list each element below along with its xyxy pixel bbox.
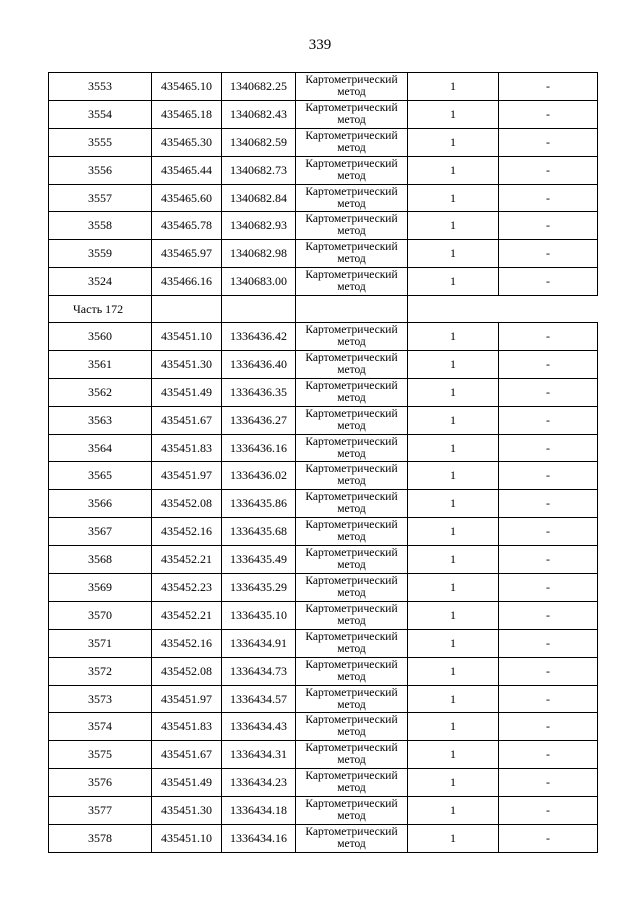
x-coordinate-cell: 435451.10 xyxy=(152,323,222,351)
note-cell: - xyxy=(499,100,598,128)
coordinates-table-body xyxy=(49,73,598,853)
note-cell: - xyxy=(499,212,598,240)
note-cell: - xyxy=(499,240,598,268)
table-row xyxy=(49,462,598,490)
x-coordinate-cell: 435451.83 xyxy=(152,713,222,741)
y-coordinate-cell: 1336436.16 xyxy=(222,434,296,462)
method-cell: Картометрический метод xyxy=(296,713,408,741)
point-number-cell: 3563 xyxy=(49,406,152,434)
point-number-cell: 3569 xyxy=(49,574,152,602)
x-coordinate-cell: 435451.10 xyxy=(152,825,222,853)
x-coordinate-cell: 435451.97 xyxy=(152,462,222,490)
note-cell: - xyxy=(499,574,598,602)
note-cell: - xyxy=(499,629,598,657)
y-coordinate-cell: 1340682.93 xyxy=(222,212,296,240)
method-cell: Картометрический метод xyxy=(296,212,408,240)
coordinates-table xyxy=(48,72,598,853)
y-coordinate-cell: 1336434.91 xyxy=(222,629,296,657)
note-cell: - xyxy=(499,350,598,378)
accuracy-cell: 1 xyxy=(408,240,499,268)
x-coordinate-cell: 435465.60 xyxy=(152,184,222,212)
accuracy-cell: 1 xyxy=(408,741,499,769)
table-row xyxy=(49,546,598,574)
x-coordinate-cell: 435451.49 xyxy=(152,769,222,797)
point-number-cell: 3571 xyxy=(49,629,152,657)
x-coordinate-cell: 435452.21 xyxy=(152,546,222,574)
table-row xyxy=(49,518,598,546)
table-row xyxy=(49,490,598,518)
x-coordinate-cell: 435465.44 xyxy=(152,156,222,184)
y-coordinate-cell: 1340683.00 xyxy=(222,268,296,296)
point-number-cell: 3554 xyxy=(49,100,152,128)
accuracy-cell: 1 xyxy=(408,574,499,602)
x-coordinate-cell: 435451.67 xyxy=(152,406,222,434)
method-cell: Картометрический метод xyxy=(296,128,408,156)
method-cell: Картометрический метод xyxy=(296,378,408,406)
method-cell: Картометрический метод xyxy=(296,323,408,351)
y-coordinate-cell: 1336436.35 xyxy=(222,378,296,406)
accuracy-cell: 1 xyxy=(408,156,499,184)
method-cell: Картометрический метод xyxy=(296,546,408,574)
note-cell: - xyxy=(499,797,598,825)
y-coordinate-cell: 1336434.73 xyxy=(222,657,296,685)
table-row xyxy=(49,825,598,853)
accuracy-cell: 1 xyxy=(408,518,499,546)
point-number-cell: 3556 xyxy=(49,156,152,184)
method-cell: Картометрический метод xyxy=(296,350,408,378)
table-row xyxy=(49,601,598,629)
x-coordinate-cell: 435452.23 xyxy=(152,574,222,602)
x-coordinate-cell: 435452.16 xyxy=(152,518,222,546)
method-cell: Картометрический метод xyxy=(296,434,408,462)
x-coordinate-cell: 435452.08 xyxy=(152,490,222,518)
accuracy-cell: 1 xyxy=(408,490,499,518)
x-coordinate-cell: 435465.10 xyxy=(152,73,222,101)
point-number-cell: 3578 xyxy=(49,825,152,853)
accuracy-cell: 1 xyxy=(408,268,499,296)
y-coordinate-cell: 1336436.40 xyxy=(222,350,296,378)
accuracy-cell: 1 xyxy=(408,184,499,212)
accuracy-cell: 1 xyxy=(408,629,499,657)
accuracy-cell: 1 xyxy=(408,406,499,434)
method-cell: Картометрический метод xyxy=(296,462,408,490)
note-cell: - xyxy=(499,769,598,797)
accuracy-cell: 1 xyxy=(408,378,499,406)
point-number-cell: 3570 xyxy=(49,601,152,629)
x-coordinate-cell: 435452.08 xyxy=(152,657,222,685)
table-row xyxy=(49,323,598,351)
accuracy-cell: 1 xyxy=(408,100,499,128)
note-cell: - xyxy=(499,323,598,351)
method-cell: Картометрический метод xyxy=(296,825,408,853)
point-number-cell: 3560 xyxy=(49,323,152,351)
table-row xyxy=(49,156,598,184)
y-coordinate-cell: 1340682.98 xyxy=(222,240,296,268)
accuracy-cell: 1 xyxy=(408,797,499,825)
accuracy-cell: 1 xyxy=(408,601,499,629)
note-cell: - xyxy=(499,685,598,713)
point-number-cell: 3562 xyxy=(49,378,152,406)
method-cell: Картометрический метод xyxy=(296,574,408,602)
accuracy-cell: 1 xyxy=(408,434,499,462)
x-coordinate-cell: 435451.49 xyxy=(152,378,222,406)
note-cell: - xyxy=(499,490,598,518)
point-number-cell: 3564 xyxy=(49,434,152,462)
point-number-cell: 3566 xyxy=(49,490,152,518)
y-coordinate-cell: 1336435.29 xyxy=(222,574,296,602)
table-row xyxy=(49,657,598,685)
x-coordinate-cell: 435466.16 xyxy=(152,268,222,296)
point-number-cell: 3565 xyxy=(49,462,152,490)
accuracy-cell: 1 xyxy=(408,73,499,101)
point-number-cell: 3553 xyxy=(49,73,152,101)
method-cell: Картометрический метод xyxy=(296,601,408,629)
y-coordinate-cell: 1336436.02 xyxy=(222,462,296,490)
note-cell: - xyxy=(499,741,598,769)
method-cell: Картометрический метод xyxy=(296,240,408,268)
accuracy-cell: 1 xyxy=(408,323,499,351)
point-number-cell: 3573 xyxy=(49,685,152,713)
note-cell: - xyxy=(499,184,598,212)
note-cell: - xyxy=(499,434,598,462)
method-cell: Картометрический метод xyxy=(296,741,408,769)
table-row xyxy=(49,685,598,713)
note-cell: - xyxy=(499,601,598,629)
method-cell: Картометрический метод xyxy=(296,518,408,546)
table-row xyxy=(49,713,598,741)
method-cell: Картометрический метод xyxy=(296,769,408,797)
table-row xyxy=(49,100,598,128)
table-row xyxy=(49,378,598,406)
note-cell: - xyxy=(499,546,598,574)
accuracy-cell: 1 xyxy=(408,350,499,378)
method-cell: Картометрический метод xyxy=(296,629,408,657)
y-coordinate-cell: 1336435.86 xyxy=(222,490,296,518)
accuracy-cell: 1 xyxy=(408,825,499,853)
note-cell: - xyxy=(499,825,598,853)
table-row xyxy=(49,406,598,434)
method-cell: Картометрический метод xyxy=(296,184,408,212)
x-coordinate-cell: 435452.21 xyxy=(152,601,222,629)
note-cell: - xyxy=(499,128,598,156)
x-coordinate-cell: 435465.97 xyxy=(152,240,222,268)
table-row xyxy=(49,268,598,296)
point-number-cell: 3561 xyxy=(49,350,152,378)
y-coordinate-cell: 1336434.18 xyxy=(222,797,296,825)
x-coordinate-cell: 435465.78 xyxy=(152,212,222,240)
note-cell: - xyxy=(499,713,598,741)
empty-cell xyxy=(152,296,222,323)
accuracy-cell: 1 xyxy=(408,657,499,685)
y-coordinate-cell: 1336436.42 xyxy=(222,323,296,351)
y-coordinate-cell: 1336436.27 xyxy=(222,406,296,434)
y-coordinate-cell: 1336435.10 xyxy=(222,601,296,629)
y-coordinate-cell: 1340682.73 xyxy=(222,156,296,184)
point-number-cell: 3567 xyxy=(49,518,152,546)
table-row xyxy=(49,741,598,769)
table-row xyxy=(49,797,598,825)
point-number-cell: 3575 xyxy=(49,741,152,769)
note-cell: - xyxy=(499,73,598,101)
x-coordinate-cell: 435451.30 xyxy=(152,797,222,825)
note-cell: - xyxy=(499,156,598,184)
accuracy-cell: 1 xyxy=(408,212,499,240)
table-row xyxy=(49,212,598,240)
empty-cell xyxy=(296,296,408,323)
note-cell: - xyxy=(499,657,598,685)
accuracy-cell: 1 xyxy=(408,685,499,713)
note-cell: - xyxy=(499,378,598,406)
y-coordinate-cell: 1336434.31 xyxy=(222,741,296,769)
x-coordinate-cell: 435451.97 xyxy=(152,685,222,713)
point-number-cell: 3558 xyxy=(49,212,152,240)
accuracy-cell: 1 xyxy=(408,128,499,156)
y-coordinate-cell: 1340682.59 xyxy=(222,128,296,156)
table-row xyxy=(49,240,598,268)
y-coordinate-cell: 1336434.57 xyxy=(222,685,296,713)
point-number-cell: 3574 xyxy=(49,713,152,741)
accuracy-cell: 1 xyxy=(408,713,499,741)
method-cell: Картометрический метод xyxy=(296,268,408,296)
point-number-cell: 3568 xyxy=(49,546,152,574)
y-coordinate-cell: 1336435.49 xyxy=(222,546,296,574)
point-number-cell: 3555 xyxy=(49,128,152,156)
point-number-cell: 3524 xyxy=(49,268,152,296)
table-row xyxy=(49,128,598,156)
table-row xyxy=(49,73,598,101)
y-coordinate-cell: 1336435.68 xyxy=(222,518,296,546)
x-coordinate-cell: 435465.30 xyxy=(152,128,222,156)
x-coordinate-cell: 435451.30 xyxy=(152,350,222,378)
method-cell: Картометрический метод xyxy=(296,797,408,825)
method-cell: Картометрический метод xyxy=(296,100,408,128)
method-cell: Картометрический метод xyxy=(296,156,408,184)
note-cell: - xyxy=(499,462,598,490)
empty-cell xyxy=(222,296,296,323)
y-coordinate-cell: 1336434.23 xyxy=(222,769,296,797)
part-header-row xyxy=(49,296,598,323)
point-number-cell: 3557 xyxy=(49,184,152,212)
accuracy-cell: 1 xyxy=(408,769,499,797)
method-cell: Картометрический метод xyxy=(296,490,408,518)
table-row xyxy=(49,769,598,797)
table-row xyxy=(49,184,598,212)
method-cell: Картометрический метод xyxy=(296,406,408,434)
y-coordinate-cell: 1336434.16 xyxy=(222,825,296,853)
method-cell: Картометрический метод xyxy=(296,657,408,685)
y-coordinate-cell: 1336434.43 xyxy=(222,713,296,741)
accuracy-cell: 1 xyxy=(408,546,499,574)
accuracy-cell: 1 xyxy=(408,462,499,490)
table-row xyxy=(49,350,598,378)
point-number-cell: 3576 xyxy=(49,769,152,797)
x-coordinate-cell: 435452.16 xyxy=(152,629,222,657)
table-row xyxy=(49,434,598,462)
table-row xyxy=(49,629,598,657)
page-number: 339 xyxy=(308,37,332,53)
point-number-cell: 3572 xyxy=(49,657,152,685)
x-coordinate-cell: 435451.67 xyxy=(152,741,222,769)
method-cell: Картометрический метод xyxy=(296,685,408,713)
note-cell: - xyxy=(499,518,598,546)
x-coordinate-cell: 435451.83 xyxy=(152,434,222,462)
y-coordinate-cell: 1340682.25 xyxy=(222,73,296,101)
y-coordinate-cell: 1340682.84 xyxy=(222,184,296,212)
x-coordinate-cell: 435465.18 xyxy=(152,100,222,128)
part-label: Часть 172 xyxy=(49,296,152,323)
point-number-cell: 3559 xyxy=(49,240,152,268)
method-cell: Картометрический метод xyxy=(296,73,408,101)
y-coordinate-cell: 1340682.43 xyxy=(222,100,296,128)
table-row xyxy=(49,574,598,602)
point-number-cell: 3577 xyxy=(49,797,152,825)
note-cell: - xyxy=(499,268,598,296)
note-cell: - xyxy=(499,406,598,434)
